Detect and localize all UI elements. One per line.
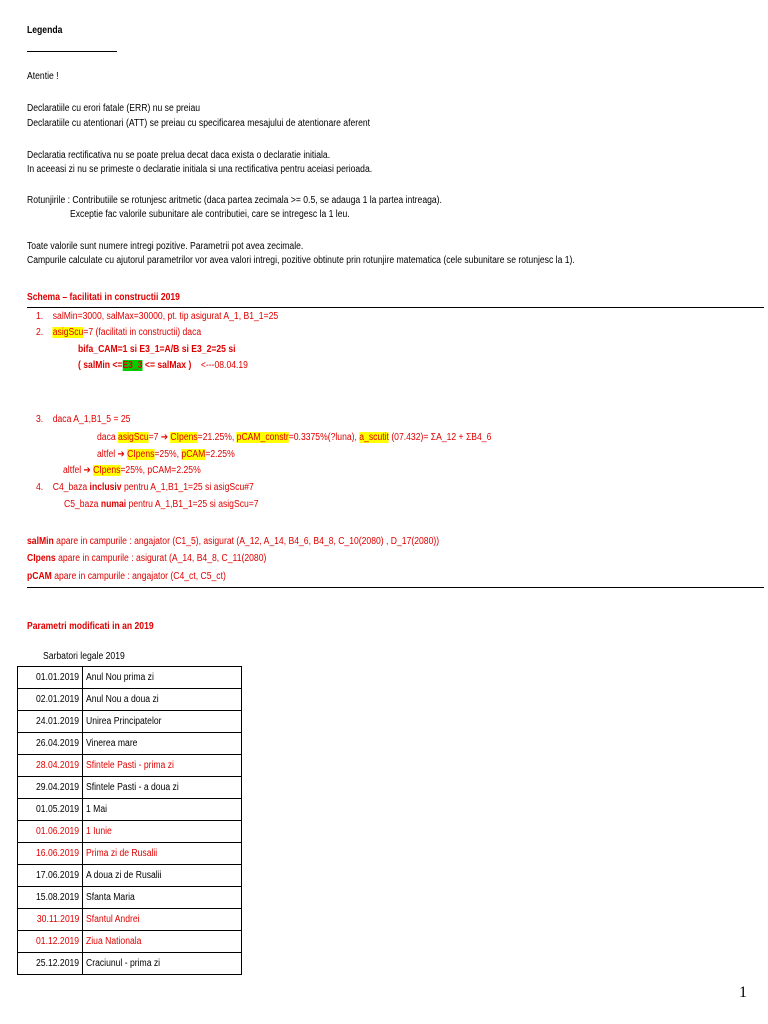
- highlight-cipens: CIpens: [170, 432, 198, 443]
- holiday-name-cell: [83, 843, 242, 865]
- params-title: Parametri modificati in an 2019: [27, 621, 154, 632]
- table-row: [18, 953, 242, 975]
- legend-paragraph: Campurile calculate cu ajutorul parametrilor vor avea valori intregi, pozitive obtinute prin rotunjire matematica (cele subunitare se rotunjesc la 1).: [27, 255, 575, 266]
- holiday-name: Vinerea mare: [86, 738, 138, 749]
- text: C4_baza: [52, 482, 90, 493]
- holiday-date-cell: [18, 865, 83, 887]
- legend-paragraph: Declaratia rectificativa nu se poate prelua decat daca exista o declaratie initiala.: [27, 150, 331, 161]
- param-usage: apare in campurile : angajator (C1_5), asigurat (A_12, A_14, B4_6, B4_8, C_10(2080) , D_17(2080)): [53, 536, 440, 547]
- table-row: [18, 909, 242, 931]
- holiday-date-cell: [18, 931, 83, 953]
- legend-paragraph: In aceeasi zi nu se primeste o declaratie initiala si una rectificativa pentru aceiasi perioada.: [27, 164, 373, 175]
- schema-item-2: [36, 327, 201, 339]
- text-emphasis: inclusiv: [89, 482, 122, 493]
- holiday-date-cell: [18, 755, 83, 777]
- text: pentru A_1,B1_1=25 si asigScu#7: [121, 482, 254, 493]
- holiday-date: 16.06.2019: [35, 848, 79, 859]
- holiday-name: Craciunul - prima zi: [86, 958, 161, 969]
- holiday-date-cell: [18, 887, 83, 909]
- range-text: <= salMax ): [142, 360, 192, 371]
- holiday-name-cell: [83, 909, 242, 931]
- item-text: salMin=3000, salMax=30000, pt. tip asigurat A_1, B1_1=25: [52, 311, 279, 322]
- table-row: [18, 843, 242, 865]
- table-row: [18, 711, 242, 733]
- item-number: 3.: [36, 414, 44, 425]
- text: (07.432)= ΣA_12 + ΣB4_6: [388, 432, 492, 443]
- item-number: 2.: [36, 327, 44, 338]
- schema-item-3-case-a: [97, 432, 491, 444]
- table-row: [18, 689, 242, 711]
- holiday-name: Anul Nou a doua zi: [86, 694, 159, 705]
- holiday-name: Sfintele Pasti - prima zi: [86, 760, 174, 771]
- table-row: [18, 865, 242, 887]
- holiday-name: 1 Iunie: [86, 826, 112, 837]
- text-emphasis: numai: [100, 499, 127, 510]
- text: pentru A_1,B1_1=25 si asigScu=7: [126, 499, 259, 510]
- holiday-name: Sfanta Maria: [86, 892, 135, 903]
- holiday-date-cell: [18, 799, 83, 821]
- holiday-name: Unirea Principatelor: [86, 716, 162, 727]
- highlight-a-scutit: a_scutit: [359, 432, 389, 443]
- holiday-name-cell: [83, 865, 242, 887]
- table-row: [18, 887, 242, 909]
- holiday-date: 30.11.2019: [36, 914, 79, 925]
- holiday-date: 28.04.2019: [35, 760, 79, 771]
- schema-item-2-range: [78, 360, 248, 372]
- holiday-date-cell: [18, 777, 83, 799]
- schema-title: Schema – facilitati in constructii 2019: [27, 292, 180, 303]
- text: altfel ➔: [63, 465, 94, 476]
- highlight-pcam: pCAM: [181, 449, 206, 460]
- text: =21.25%,: [197, 432, 237, 443]
- highlight-pcam-constr: pCAM_constr: [236, 432, 289, 443]
- text: =7 ➔: [148, 432, 171, 443]
- param-usage: apare in campurile : angajator (C4_ct, C5_ct): [51, 571, 226, 582]
- text: C5_baza: [64, 499, 101, 510]
- holiday-date: 01.05.2019: [35, 804, 79, 815]
- holiday-date: 01.12.2019: [35, 936, 79, 947]
- legend-paragraph: Toate valorile sunt numere intregi pozitive. Parametrii pot avea zecimale.: [27, 241, 304, 252]
- holiday-date: 26.04.2019: [35, 738, 79, 749]
- cipens-usage: [27, 553, 266, 565]
- holiday-name-cell: [83, 777, 242, 799]
- item-text: daca A_1,B1_5 = 25: [52, 414, 131, 425]
- table-row: [18, 799, 242, 821]
- holiday-date-cell: [18, 667, 83, 689]
- text: =0.3375%(?luna),: [288, 432, 360, 443]
- holiday-name: Ziua Nationala: [86, 936, 142, 947]
- legend-paragraph: Declaratiile cu erori fatale (ERR) nu se preiau: [27, 103, 201, 114]
- rounding-exception: Exceptie fac valorile subunitare ale contributiei, care se intregesc la 1 leu.: [70, 209, 350, 220]
- holiday-date-cell: [18, 733, 83, 755]
- holiday-date: 01.01.2019: [35, 672, 79, 683]
- holiday-date-cell: [18, 821, 83, 843]
- holiday-name-cell: [83, 821, 242, 843]
- text: =25%,: [154, 449, 182, 460]
- holiday-date: 24.01.2019: [35, 716, 79, 727]
- attention-text: Atentie !: [27, 71, 59, 82]
- highlight-asigscu: asigScu: [52, 327, 84, 338]
- holiday-date: 02.01.2019: [35, 694, 79, 705]
- text: daca: [97, 432, 119, 443]
- holiday-name-cell: [83, 931, 242, 953]
- holiday-date-cell: [18, 843, 83, 865]
- holiday-date-cell: [18, 953, 83, 975]
- holiday-date: 29.04.2019: [35, 782, 79, 793]
- schema-item-3: [36, 414, 130, 426]
- date-note: <---08.04.19: [200, 360, 248, 371]
- holiday-date: 25.12.2019: [35, 958, 79, 969]
- highlight-cipens: CIpens: [93, 465, 121, 476]
- holiday-name-cell: [83, 887, 242, 909]
- schema-item-3-case-b: [97, 449, 235, 461]
- text: altfel ➔: [97, 449, 128, 460]
- schema-item-1: [36, 311, 278, 323]
- param-key: salMin: [27, 536, 54, 547]
- item-text: =7 (facilitati in constructii) daca: [83, 327, 202, 338]
- holiday-name-cell: [83, 711, 242, 733]
- table-row: [18, 667, 242, 689]
- holidays-table: [17, 666, 242, 975]
- schema-item-2-condition: bifa_CAM=1 si E3_1=A/B si E3_2=25 si: [78, 344, 236, 355]
- holiday-name: Anul Nou prima zi: [86, 672, 154, 683]
- holidays-caption: Sarbatori legale 2019: [43, 651, 125, 662]
- holiday-name-cell: [83, 689, 242, 711]
- holiday-name: Sfantul Andrei: [86, 914, 140, 925]
- param-key: pCAM: [27, 571, 52, 582]
- holiday-name-cell: [83, 953, 242, 975]
- holiday-name-cell: [83, 799, 242, 821]
- table-row: [18, 755, 242, 777]
- param-key: CIpens: [27, 553, 56, 564]
- schema-item-4: [36, 482, 254, 494]
- table-row: [18, 733, 242, 755]
- holiday-name: Sfintele Pasti - a doua zi: [86, 782, 179, 793]
- holiday-name: A doua zi de Rusalii: [86, 870, 162, 881]
- table-row: [18, 821, 242, 843]
- holiday-date: 17.06.2019: [35, 870, 79, 881]
- item-number: 4.: [36, 482, 44, 493]
- divider-bottom: [27, 587, 764, 588]
- text: =25%, pCAM=2.25%: [120, 465, 201, 476]
- salmin-usage: [27, 536, 439, 548]
- holiday-date: 01.06.2019: [35, 826, 79, 837]
- holiday-date-cell: [18, 689, 83, 711]
- rounding-rule: Rotunjirile : Contributiile se rotunjesc aritmetic (daca partea zecimala >= 0.5, se adauga 1 la partea intreaga).: [27, 195, 442, 206]
- holiday-name: Prima zi de Rusalii: [86, 848, 158, 859]
- highlight-e3-3: E3_3: [122, 360, 143, 371]
- legend-paragraph: Declaratiile cu atentionari (ATT) se preiau cu specificarea mesajului de atentionare aferent: [27, 118, 371, 129]
- table-row: [18, 777, 242, 799]
- item-number: 1.: [36, 311, 44, 322]
- highlight-asigscu: asigScu: [118, 432, 149, 443]
- schema-item-3-else: [63, 465, 201, 477]
- legend-underline: [27, 51, 117, 52]
- holiday-name: 1 Mai: [86, 804, 108, 815]
- holiday-name-cell: [83, 755, 242, 777]
- highlight-cipens: CIpens: [127, 449, 155, 460]
- range-text: ( salMin <=: [78, 360, 123, 371]
- holiday-name-cell: [83, 667, 242, 689]
- legend-title: Legenda: [27, 25, 63, 36]
- text: =2.25%: [205, 449, 235, 460]
- schema-item-4-line2: [64, 499, 259, 511]
- pcam-usage: [27, 571, 226, 583]
- table-row: [18, 931, 242, 953]
- divider-top: [27, 307, 764, 308]
- param-usage: apare in campurile : asigurat (A_14, B4_8, C_11(2080): [55, 553, 267, 564]
- page-number: 1: [739, 984, 747, 1001]
- holiday-name-cell: [83, 733, 242, 755]
- holiday-date: 15.08.2019: [35, 892, 79, 903]
- holiday-date-cell: [18, 711, 83, 733]
- holiday-date-cell: [18, 909, 83, 931]
